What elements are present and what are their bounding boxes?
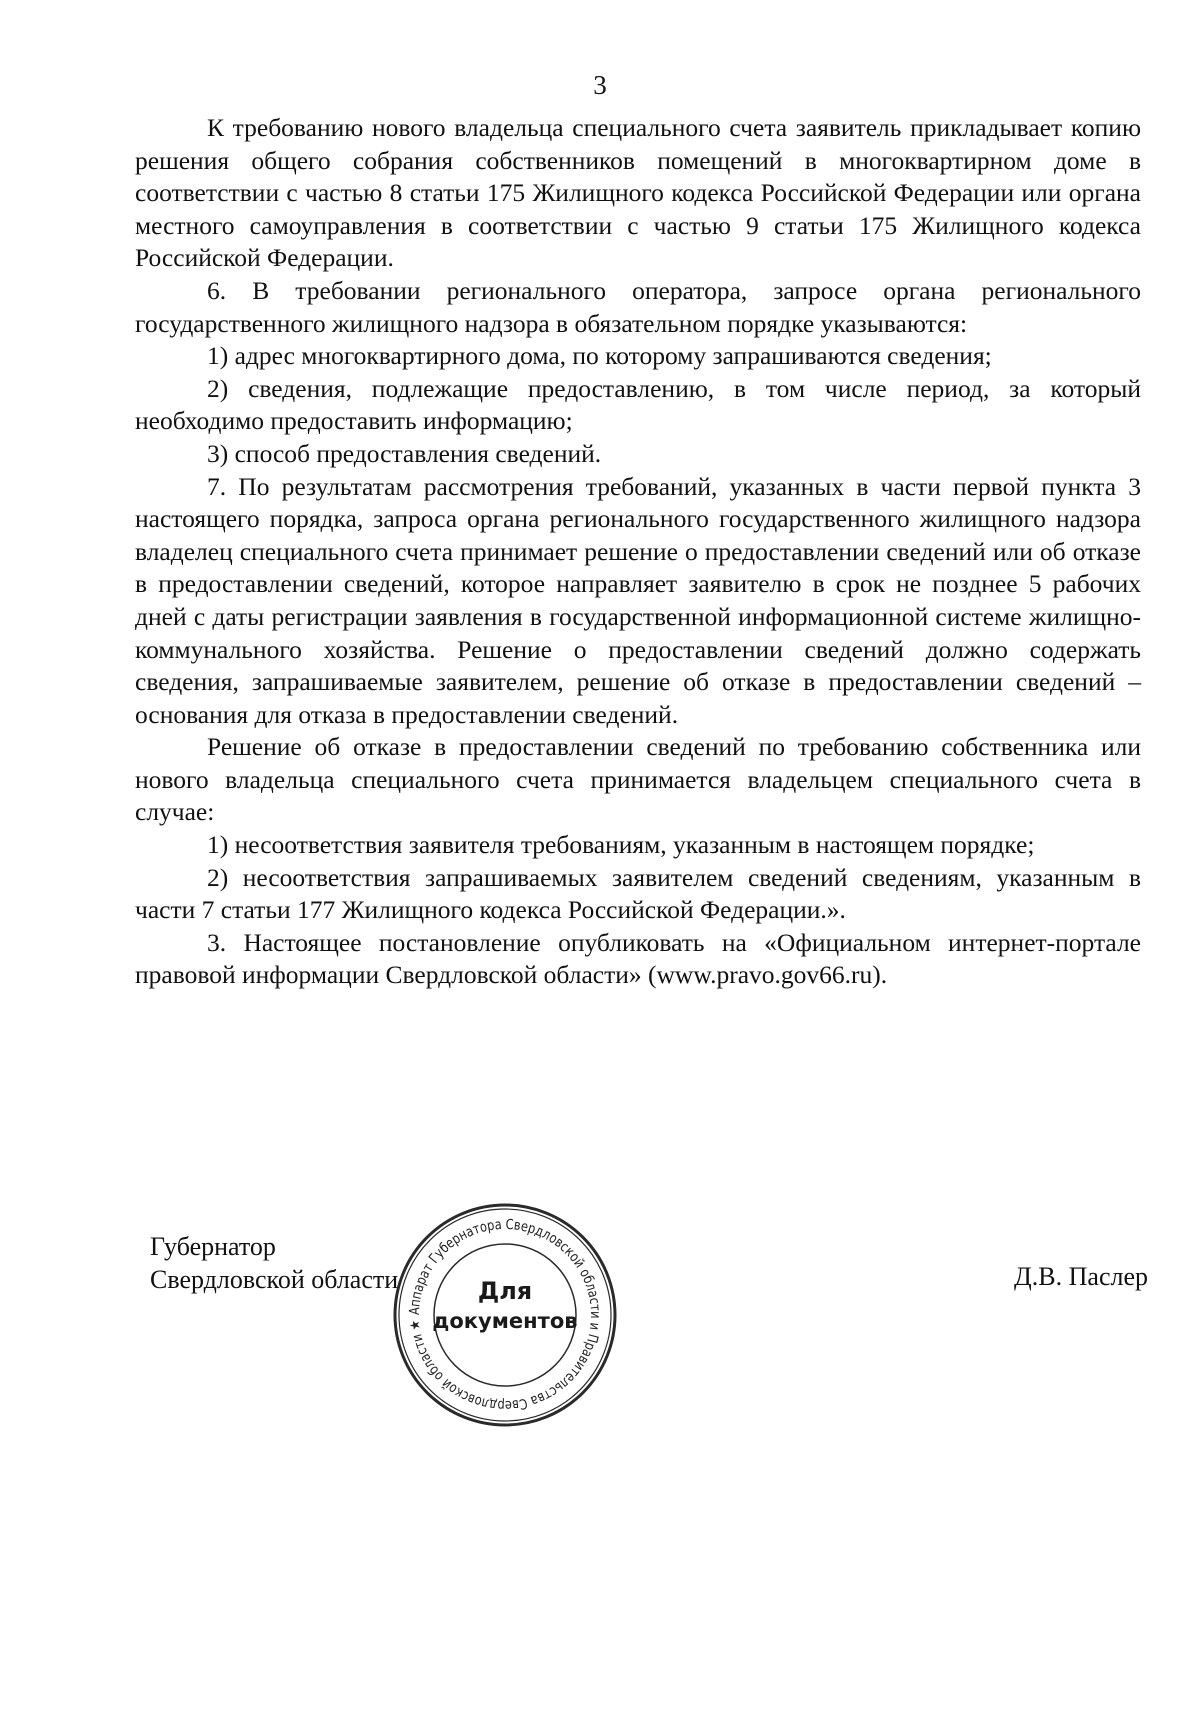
signatory-title-line1: Губернатор	[150, 1232, 276, 1261]
seal-center-line1: Для	[477, 1277, 533, 1305]
paragraph-item-6-3: 3) способ предоставления сведений.	[207, 438, 602, 468]
paragraph-item-3-publication: 3. Настоящее постановление опубликовать на «Официальном интернет-портале правовой информации Свердловской области» (www.pravo.gov66.ru).	[135, 927, 1141, 990]
signatory-title-line2: Свердловской области	[150, 1265, 399, 1294]
paragraph-refusal-2: 2) несоответствия запрашиваемых заявителем сведений сведениям, указанным в части 7 статьи 177 Жилищного кодекса Российской Федерации.».	[135, 862, 1141, 925]
seal-center-text	[390, 1276, 620, 1336]
paragraph-refusal-1: 1) несоответствия заявителя требованиям, указанным в настоящем порядке;	[207, 830, 1035, 860]
signatory-title	[150, 1230, 398, 1296]
paragraph-refusal-decision: Решение об отказе в предоставлении сведений по требованию собственника или нового владельца специального счета принимается владельцем специального счета в случае:	[135, 732, 1141, 827]
page-number: 3	[593, 70, 607, 100]
paragraph-item-6-2: 2) сведения, подлежащие предоставлению, в том числе период, за который необходимо предоставить информацию;	[135, 373, 1141, 436]
paragraph-attachment-requirement: К требованию нового владельца специального счета заявитель прикладывает копию решения общего собрания собственников помещений в многоквартирном доме в соответствии с частью 8 статьи 175 Жилищного кодекса Российской Федерации или органа местного самоуправления в соответствии с частью 9 статьи 175 Жилищного кодекса Российской Федерации.	[135, 113, 1141, 273]
seal-ring-text: Аппарат Губернатора Свердловской области и Правительства Свердловской области ★	[406, 1216, 604, 1414]
paragraph-item-6-1: 1) адрес многоквартирного дома, по которому запрашиваются сведения;	[207, 341, 992, 371]
paragraph-item-6: 6. В требовании регионального оператора, запросе органа регионального государственного жилищного надзора в обязательном порядке указываются:	[135, 275, 1141, 338]
document-body	[135, 112, 1141, 992]
signatory-name: Д.В. Паслер	[1014, 1262, 1148, 1291]
paragraph-item-7: 7. По результатам рассмотрения требований, указанных в части первой пункта 3 настоящего порядка, запроса органа регионального государственного жилищного надзора владелец специального счета принимает решение о предоставлении сведений или об отказе в предоставлении сведений, которое направляет заявителю в срок не позднее 5 рабочих дней с даты регистрации заявления в государственной информационной системе жилищно-коммунального хозяйства. Решение о предоставлении сведений должно содержать сведения, запрашиваемые заявителем, решение об отказе в предоставлении сведений – основания для отказа в предоставлении сведений.	[135, 471, 1141, 729]
seal-center-line2: документов	[432, 1309, 578, 1333]
official-seal	[390, 1200, 620, 1430]
